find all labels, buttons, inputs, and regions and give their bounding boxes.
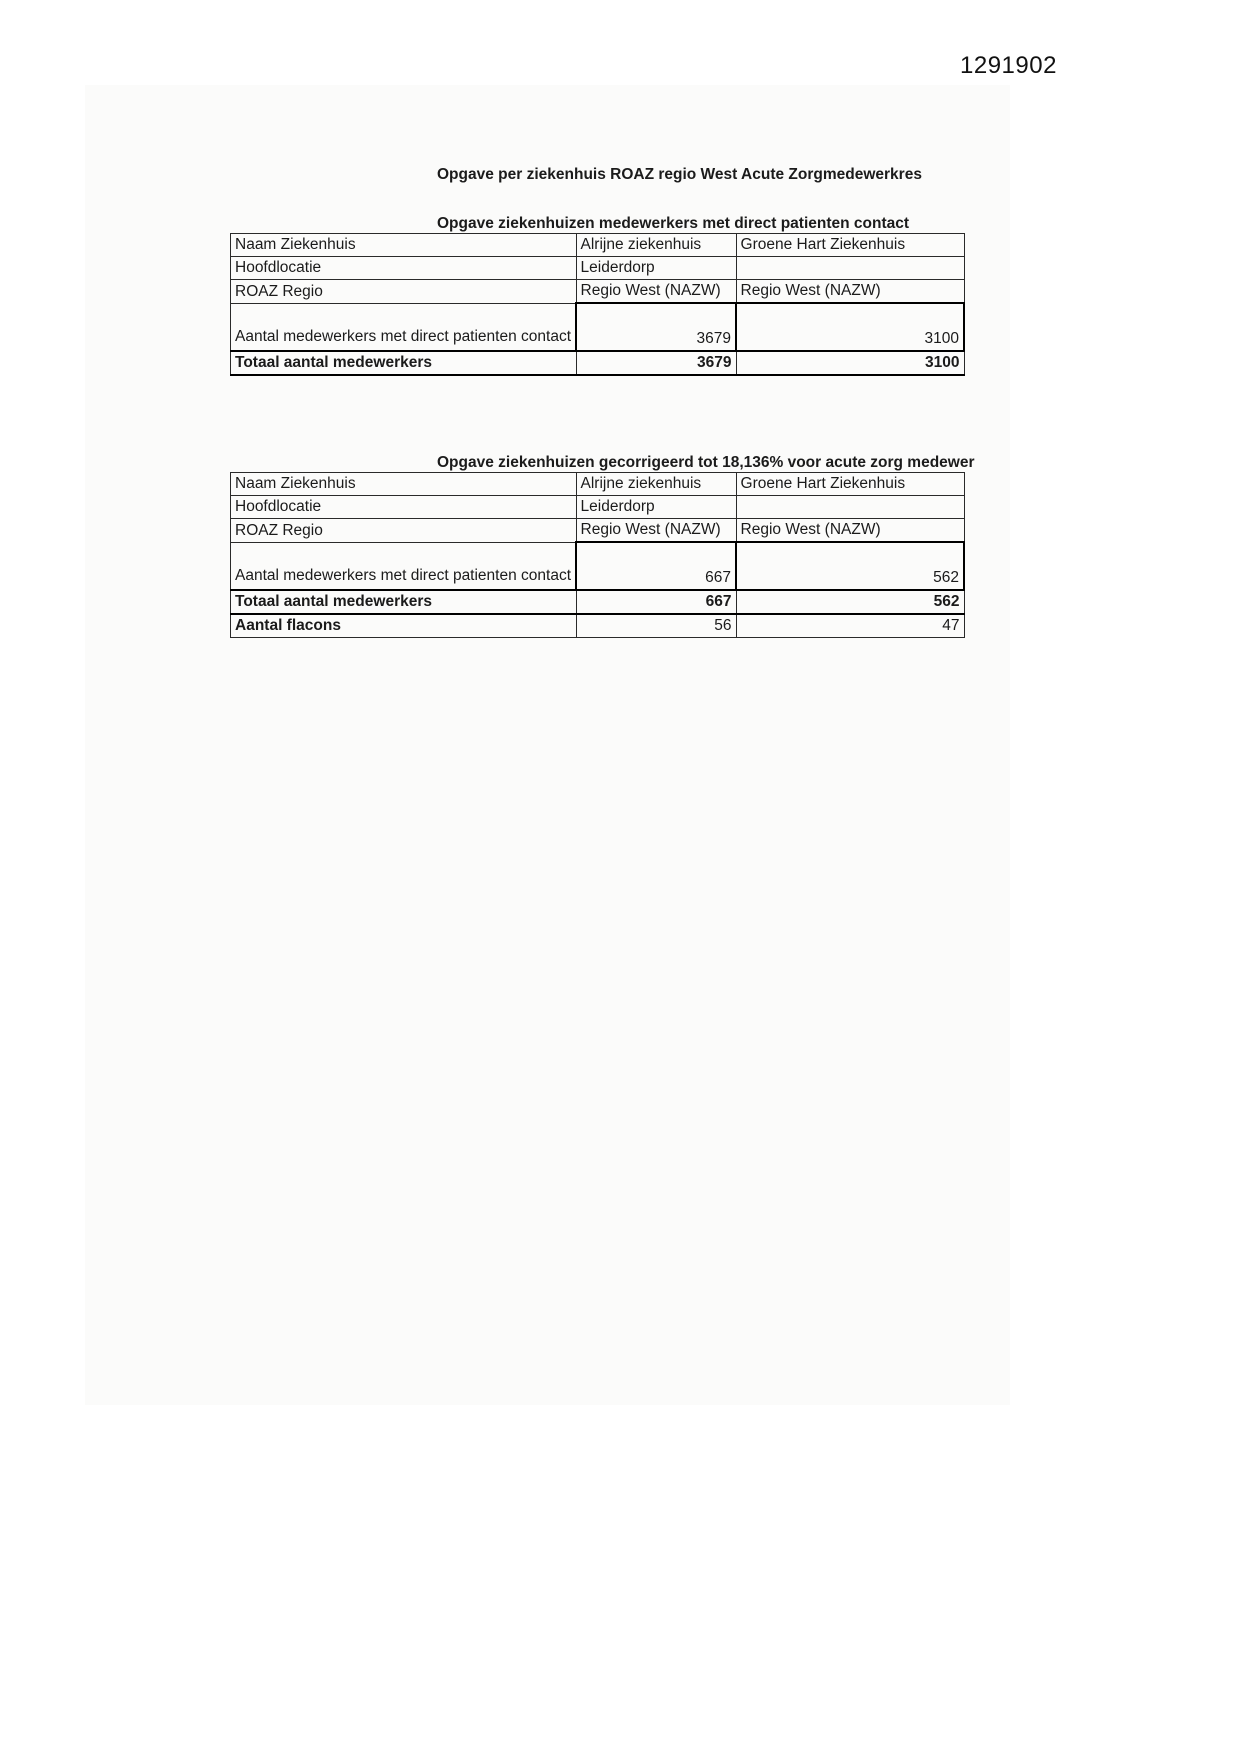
table2-caption: Opgave ziekenhuizen gecorrigeerd tot 18,136% voor acute zorg medewer [437,454,975,471]
cell-value [736,257,964,280]
row-label: Hoofdlocatie [231,257,577,280]
row-label: Totaal aantal medewerkers [231,590,577,614]
table-row-naam-ziekenhuis [231,234,965,257]
row-label: Aantal medewerkers met direct patienten contact [231,542,577,590]
cell-value: Groene Hart Ziekenhuis [736,473,964,496]
row-label: ROAZ Regio [231,280,577,304]
cell-value: 3679 [576,351,736,375]
cell-value: Regio West (NAZW) [576,519,736,543]
page-title: Opgave per ziekenhuis ROAZ regio West Acute Zorgmedewerkres [437,166,922,183]
cell-value: Alrijne ziekenhuis [576,473,736,496]
table-medewerkers-direct-contact [230,233,965,376]
table-row-totaal [231,351,965,375]
cell-value: Regio West (NAZW) [736,519,964,543]
table-row-aantal-medewerkers [231,303,965,351]
table-row-aantal-medewerkers [231,542,965,590]
row-label: Aantal flacons [231,614,577,638]
cell-value: Leiderdorp [576,257,736,280]
cell-value: 562 [736,590,964,614]
cell-value: 3100 [736,351,964,375]
cell-value: 3679 [576,303,736,351]
document-number: 1291902 [960,52,1057,79]
row-label: ROAZ Regio [231,519,577,543]
cell-value: Groene Hart Ziekenhuis [736,234,964,257]
table-row-aantal-flacons [231,614,965,638]
table-row-roaz-regio [231,519,965,543]
cell-value: 47 [736,614,964,638]
cell-value: 667 [576,542,736,590]
table1-caption: Opgave ziekenhuizen medewerkers met direct patienten contact [437,215,910,232]
row-label: Naam Ziekenhuis [231,234,577,257]
row-label: Totaal aantal medewerkers [231,351,577,375]
table-row-hoofdlocatie [231,496,965,519]
row-label: Aantal medewerkers met direct patienten contact [231,303,577,351]
cell-value: 3100 [736,303,964,351]
table-row-naam-ziekenhuis [231,473,965,496]
cell-value: 667 [576,590,736,614]
table-gecorrigeerd [230,472,965,638]
table-row-roaz-regio [231,280,965,304]
cell-value: Leiderdorp [576,496,736,519]
table-row-hoofdlocatie [231,257,965,280]
cell-value: 56 [576,614,736,638]
cell-value: Regio West (NAZW) [576,280,736,304]
cell-value: Regio West (NAZW) [736,280,964,304]
cell-value: 562 [736,542,964,590]
cell-value [736,496,964,519]
row-label: Hoofdlocatie [231,496,577,519]
row-label: Naam Ziekenhuis [231,473,577,496]
table-row-totaal [231,590,965,614]
cell-value: Alrijne ziekenhuis [576,234,736,257]
